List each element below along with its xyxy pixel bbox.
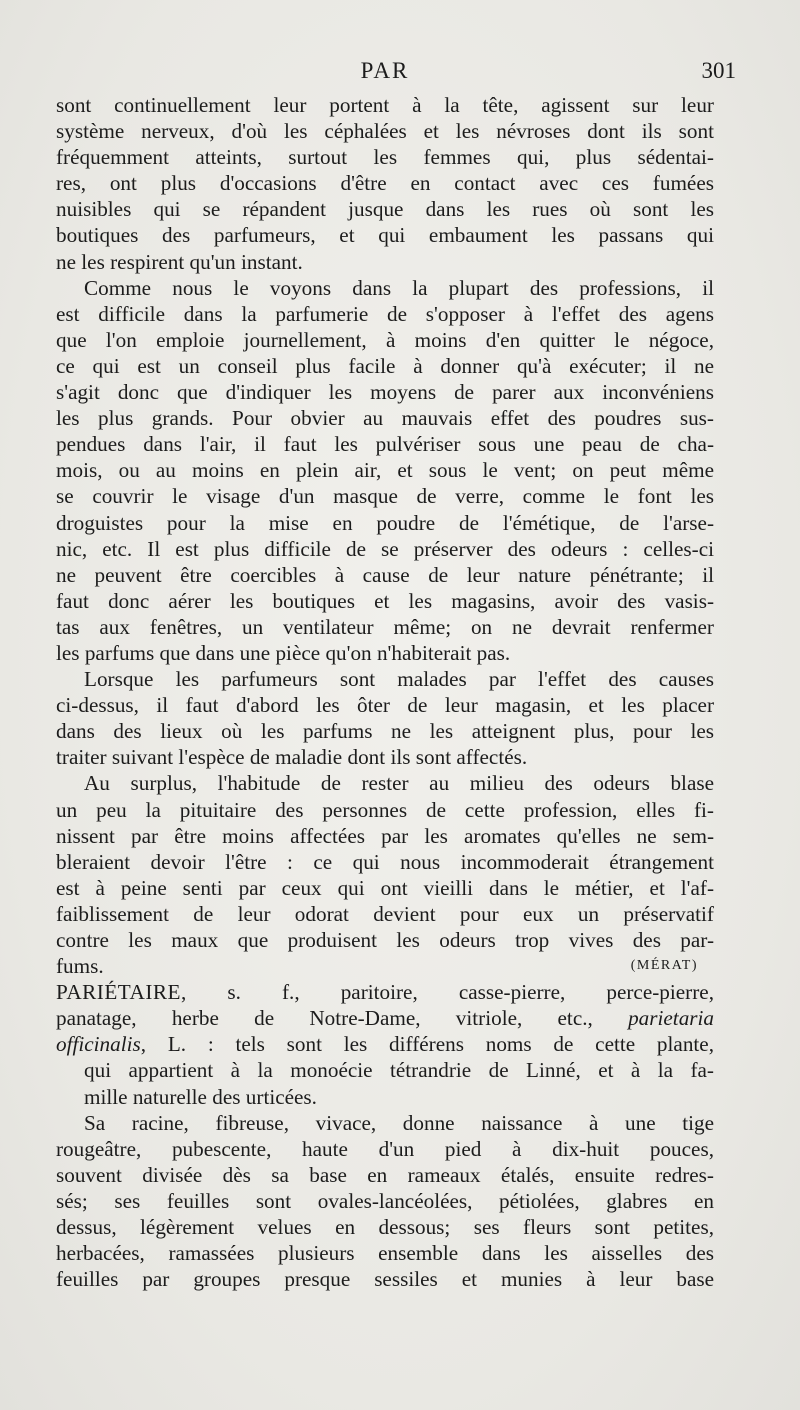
text-line: mois, ou au moins en plein air, et sous le vent; on peut même [56, 458, 714, 483]
entry-text: panatage, herbe de Notre-Dame, vitriole, etc., [56, 1006, 593, 1031]
text-line: souvent divisée dès sa base en rameaux étalés, ensuite redres- [56, 1162, 714, 1187]
text-line: nuisibles qui se répandent jusque dans les rues où sont les [56, 197, 714, 222]
text-line: dessus, légèrement velues en dessous; ses fleurs sont petites, [56, 1215, 714, 1240]
author-signature: (MÉRAT) [630, 958, 698, 974]
text-line: est difficile dans la parfumerie de s'opposer à l'effet des agens [56, 301, 714, 326]
text-line: rougeâtre, pubescente, haute d'un pied à dix-huit pouces, [56, 1136, 714, 1161]
entry-headword: PARIÉTAIRE [56, 980, 181, 1005]
text-line: sés; ses feuilles sont ovales-lancéolées, pétiolées, glabres en [56, 1188, 714, 1213]
page-header [56, 58, 736, 90]
text-line: faiblissement de leur odorat devient pour eux un préservatif [56, 901, 714, 926]
text-line: Comme nous le voyons dans la plupart des professions, il [84, 275, 714, 300]
text-line: que l'on emploie journellement, à moins d'en quitter le négoce, [56, 327, 714, 352]
text-line: faut donc aérer les boutiques et les magasins, avoir des vasis- [56, 588, 714, 613]
text-line: fréquemment atteints, surtout les femmes qui, plus sédentai- [56, 145, 714, 170]
text-line: Au surplus, l'habitude de rester au milieu des odeurs blase [84, 771, 714, 796]
text-line: dans des lieux où les parfums ne les atteignent plus, pour les [56, 719, 714, 744]
text-line: traiter suivant l'espèce de maladie dont ils sont affectés. [56, 745, 528, 770]
entry-line [56, 1031, 714, 1057]
text-line: se couvrir le visage d'un masque de verre, comme le font les [56, 484, 714, 509]
text-line: nissent par être moins affectées par les aromates qu'elles ne sem- [56, 823, 714, 848]
text-line: herbacées, ramassées plusieurs ensemble dans les aisselles des [56, 1241, 714, 1266]
text-line: ne peuvent être coercibles à cause de leur nature pénétrante; il [56, 562, 714, 587]
text-line: un peu la pituitaire des personnes de cette profession, elles fi- [56, 797, 714, 822]
signature-line [56, 953, 714, 979]
text-line: droguistes pour la mise en poudre de l'émétique, de l'arse- [56, 510, 714, 535]
latin-name: officinalis [56, 1032, 141, 1057]
entry-line [56, 979, 714, 1005]
text-line: res, ont plus d'occasions d'être en contact avec ces fumées [56, 171, 714, 196]
entry-line: qui appartient à la monoécie tétrandrie de Linné, et à la fa- [84, 1058, 714, 1083]
text-line: pendues dans l'air, il faut les pulvériser sous une peau de cha- [56, 432, 714, 457]
body-text [56, 92, 714, 1292]
text-line: feuilles par groupes presque sessiles et munies à leur base [56, 1267, 714, 1292]
text-line: ne les respirent qu'un instant. [56, 249, 303, 274]
latin-name: parietaria [628, 1006, 715, 1031]
text-line: Lorsque les parfumeurs sont malades par l'effet des causes [84, 667, 714, 692]
entry-line: mille naturelle des urticées. [84, 1084, 317, 1109]
text-line: ce qui est un conseil plus facile à donner qu'à exécuter; il ne [56, 353, 714, 378]
text-line: ci-dessus, il faut d'abord les ôter de leur magasin, et les placer [56, 693, 714, 718]
text-line: contre les maux que produisent les odeurs trop vives des par- [56, 928, 714, 952]
text-line: bleraient devoir l'être : ce qui nous incommoderait étrangement [56, 849, 714, 874]
text-line: système nerveux, d'où les céphalées et les névroses dont ils sont [56, 119, 714, 144]
page-number: 301 [701, 58, 736, 83]
running-head: PAR [360, 58, 410, 83]
text-line: nic, etc. Il est plus difficile de se préserver des odeurs : celles-ci [56, 536, 714, 561]
text-line: tas aux fenêtres, un ventilateur même; on ne devrait renfermer [56, 614, 714, 639]
entry-text: , s. f., paritoire, casse-pierre, perce-pierre, [180, 980, 714, 1005]
closing-word: fums. [56, 954, 104, 979]
text-line: Sa racine, fibreuse, vivace, donne naissance à une tige [84, 1110, 714, 1135]
entry-line [56, 1005, 714, 1031]
entry-text: , L. : tels sont les différens noms de cette plante, [140, 1032, 714, 1057]
text-line: s'agit donc que d'indiquer les moyens de parer aux inconvéniens [56, 380, 714, 405]
text-line: les parfums que dans une pièce qu'on n'habiterait pas. [56, 640, 511, 665]
text-line: boutiques des parfumeurs, et qui embaument les passans qui [56, 223, 714, 248]
text-line: est à peine senti par ceux qui ont vieilli dans le métier, et l'af- [56, 875, 714, 900]
text-line: les plus grands. Pour obvier au mauvais effet des poudres sus- [56, 406, 714, 431]
text-line: sont continuellement leur portent à la tête, agissent sur leur [56, 93, 714, 117]
